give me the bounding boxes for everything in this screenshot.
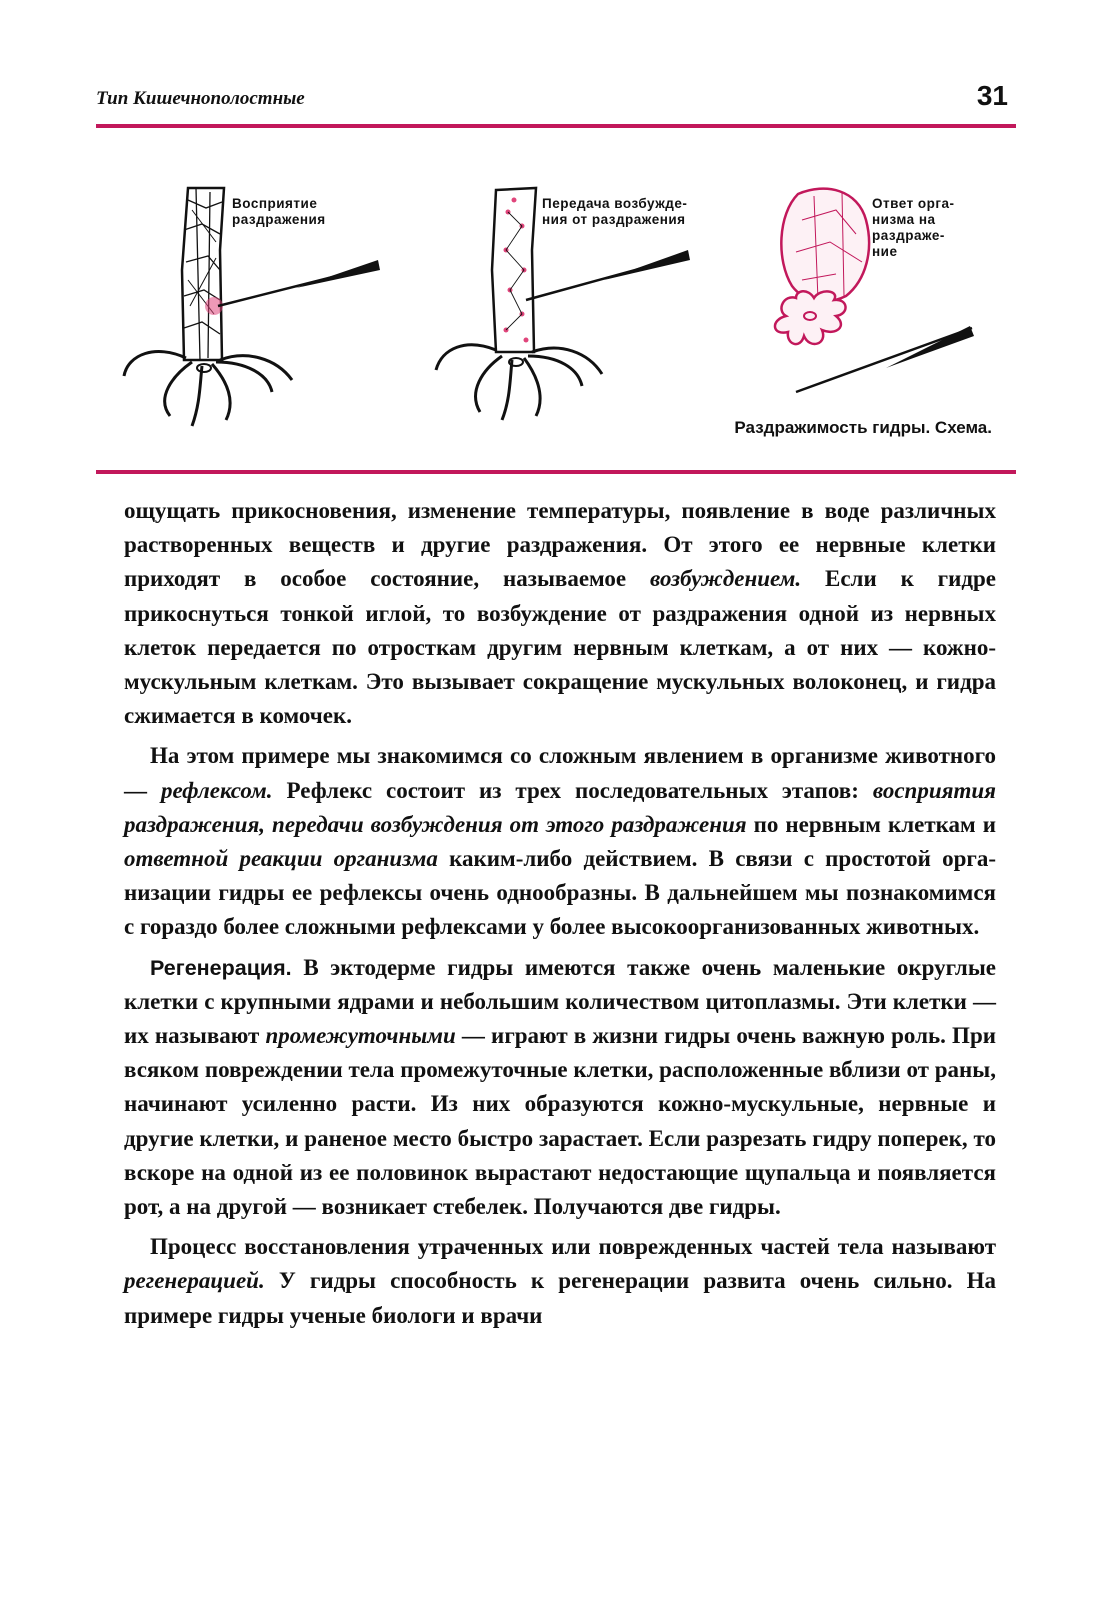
run-in-heading: Регенерация. (150, 955, 292, 980)
text-run: У гидры способность к регенерации развита очень сильно. На примере гидры ученые биологи и врачи (124, 1268, 996, 1328)
page-header (96, 72, 1016, 122)
paragraph-2 (124, 739, 996, 944)
paragraph-1 (124, 494, 996, 733)
emphasized-term: восприятия раздражения, передачи возбуждения от этого раздражения (124, 777, 996, 837)
text-run: каким-либо действием. В связи с простотой организации гидры ее рефлексы очень однообразны. В дальнейшем мы познакомимся с гораздо более сложными рефлексами у более высокоорганизованных животных. (124, 846, 997, 940)
bottom-divider (96, 470, 1016, 474)
figure-label-transmission: Передача возбужде- ния от раздражения (542, 196, 688, 227)
text-run: Рефлекс состоит из трех последовательных этапов: (272, 777, 873, 803)
section-title: Тип Кишечнополостные (96, 88, 305, 109)
hydra-response-drawing (775, 189, 869, 344)
text-run: — играют в жизни гидры очень важную роль. При всяком повреждении тела промежуточные клетки, расположенные вблизи от раны, начинают усиленно расти. Из них образуются кожно-мускульные, нервные и другие клетки, и раненое место быстро зарастает. Если разрезать гидру поперек, то вскоре на одной из ее половинок вырастают недостающие щупальца и появляется рот, а на другой — возникает стебелек. Получаются две гидры. (124, 1023, 996, 1220)
paragraph-4 (124, 1230, 996, 1333)
text-run: В эктодерме гидры имеются также очень маленькие округлые клетки с крупными ядрами и небольшим количеством цитоплазмы. Эти клетки — их называют (124, 954, 996, 1049)
emphasized-term: промежуточными (265, 1023, 456, 1049)
hydra-irritability-figure (96, 130, 1016, 470)
page-number: 31 (976, 80, 1008, 111)
figure-label-perception: Восприятие раздражения (232, 196, 326, 227)
text-run: по нервным клеткам и (746, 811, 996, 837)
emphasized-term: регенерацией. (124, 1268, 265, 1294)
emphasized-term: возбуждением. (649, 566, 802, 592)
figure-caption: Раздражимость гидры. Схема. (734, 418, 992, 437)
text-run: Процесс восстановления утраченных или поврежденных частей тела называют (150, 1234, 996, 1260)
paragraph-3 (124, 951, 996, 1225)
top-divider (96, 124, 1016, 128)
body-text (124, 494, 996, 1333)
text-run: Если к гидре прикоснуться тонкой иглой, то возбуждение от раздражения одной из нервных клеток передается по отросткам другим нервным клеткам, а от них — кожно-мускульным клеткам. Это вызывает сокращение мускульных волоконец, и гидра сжимается в комочек. (124, 566, 996, 729)
emphasized-term: ответной реакции организма (124, 846, 438, 872)
text-run: На этом примере мы знакомимся со сложным явлением в организме животного — (124, 743, 996, 803)
emphasized-term: рефлексом. (160, 777, 273, 803)
text-run: ощущать прикосновения, изменение температуры, появление в воде различных растворенных веществ и другие раздражения. От этого ее нервные клетки приходят в особое состояние, называемое (124, 498, 996, 592)
figure-label-response: Ответ орга- низма на раздраже- ние (872, 196, 955, 259)
